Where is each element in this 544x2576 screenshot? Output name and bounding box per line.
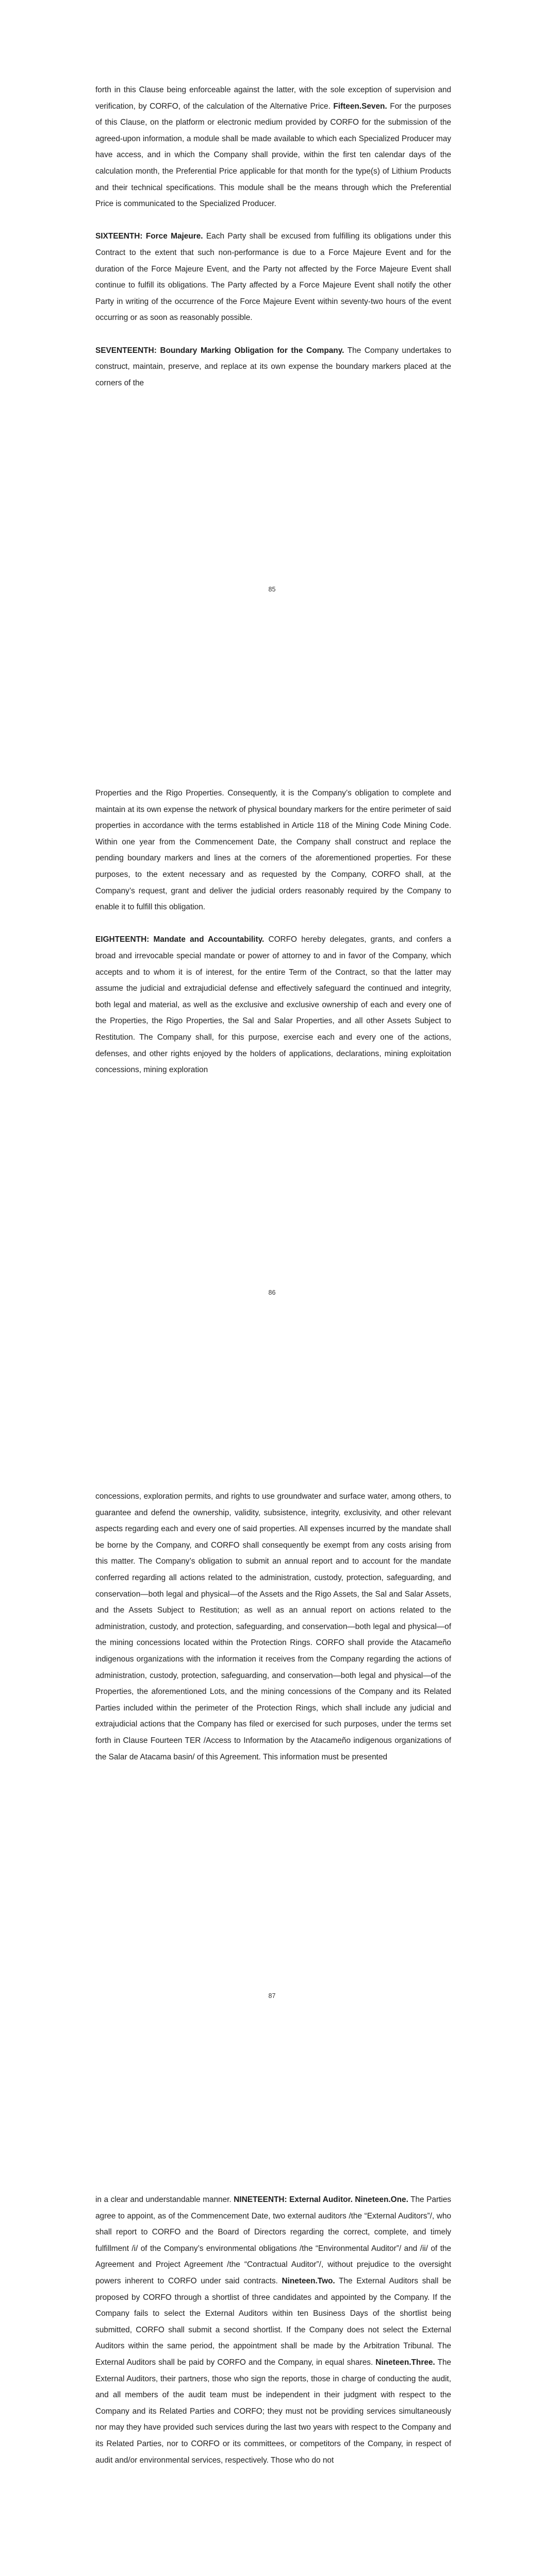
text-run: The Parties agree to appoint, as of the Commencement Date, two external auditors /the “External Auditors”/, who shall report to CORFO and the Board of Directors regarding the correct, complete, and timely fulfillment /i/ of the Company’s environmental obligations /the “Environmental Auditor”/ and /ii/ of the Agreement and Project Agreement /the “Contractual Auditor”/, without prejudice to the oversight powers inherent to CORFO under said contracts. xyxy=(95,2195,451,2285)
text-run: concessions, exploration permits, and rights to use groundwater and surface water, among others, to guarantee and defend the ownership, validity, subsistence, integrity, exclusivity, and other relevant aspects regarding each and every one of said properties. All expenses incurred by the mandate shall be borne by the Company, and CORFO shall consequently be exempt from any costs arising from this matter. The Company’s obligation to submit an annual report and to account for the mandate conferred regarding all actions related to the administration, custody, protection, safeguarding, and conservation—both legal and physical—of the Assets and the Rigo Assets, the Sal and Salar Assets, and the Assets Subject to Restitution; as well as an annual report on actions related to the administration, custody, and protection, safeguarding, and conservation—both legal and physical—of the mining concessions located within the Protection Rings. CORFO shall provide the Atacameño indigenous organizations with the information it receives from the Company regarding the actions of administration, custody, protection, safeguarding, and conservation—both legal and physical—of the Properties, the aforementioned Lots, and the mining concessions of the Company and its Related Parties included within the perimeter of the Protection Rings, which shall include any judicial and extrajudicial actions that the Company has filed or exercised for such purposes, under the terms set forth in Clause Fourteen TER /Access to Information by the Atacameño indigenous organizations of the Salar de Atacama basin/ of this Agreement. This information must be presented xyxy=(95,1492,451,1761)
section-heading: SIXTEENTH: Force Majeure. xyxy=(95,232,203,241)
text-run: The External Auditors, their partners, those who sign the reports, those in charge of conducting the audit, and all members of the audit team must be independent in their judgment with respect to the Company and its Related Parties and CORFO; they must not be providing services simultaneously nor may they have provided such services during the last two years with respect to the Company and its Related Parties, nor to CORFO or its committees, or competitors of the Company, in respect of audit and/or environmental services, respectively. Those who do not xyxy=(95,2358,451,2465)
page-87 xyxy=(0,1406,544,2110)
text-run: Each Party shall be excused from fulfilling its obligations under this Contract to the extent that such non-performance is due to a Force Majeure Event and for the duration of the Force Majeure Event, and the Party not affected by the Force Majeure Event shall continue to fulfill its obligations. The Party affected by a Force Majeure Event shall notify the other Party in writing of the occurrence of the Force Majeure Event within seventy-two hours of the event occurring or as soon as reasonably possible. xyxy=(95,232,451,323)
paragraph xyxy=(95,2192,451,2468)
section-heading: Fifteen.Seven. xyxy=(333,101,387,111)
section-heading: Nineteen.Three. xyxy=(375,2358,435,2367)
page-body xyxy=(95,785,451,1078)
text-run: forth in this Clause being enforceable against the latter, with the sole exception of supervision and verification, by CORFO, of the calculation of the Alternative Price. xyxy=(95,86,451,111)
paragraph xyxy=(95,931,451,1078)
section-heading: SEVENTEENTH: Boundary Marking Obligation for the Company. xyxy=(95,346,344,355)
paragraph xyxy=(95,785,451,916)
text-run: Properties and the Rigo Properties. Consequently, it is the Company’s obligation to complete and maintain at its own expense the network of physical boundary markers for the entire perimeter of said properties in accordance with the terms established in Article 118 of the Mining Code Mining Code. Within one year from the Commencement Date, the Company shall construct and replace the pending boundary markers and lines at the corners of the aforementioned properties. For these purposes, to the extent necessary and as requested by the Company, CORFO shall, at the Company’s request, grant and deliver the judicial orders reasonably required by the Company to enable it to fulfill this obligation. xyxy=(95,789,451,912)
text-run: CORFO hereby delegates, grants, and confers a broad and irrevocable special mandate or power of attorney to and in favor of the Company, which accepts and to whom it is of interest, for the entire Term of the Contract, so that the latter may assume the judicial and extrajudicial defense and effectively safeguard the continued and integrity, both legal and material, as well as the exclusive and exclusive ownership of each and every one of the Properties, the Rigo Properties, the Sal and Salar Properties, and all other Assets Subject to Restitution. The Company shall, for this purpose, exercise each and every one of the actions, defenses, and other rights enjoyed by the holders of applications, declarations, mining exploitation concessions, mining exploration xyxy=(95,935,451,1075)
page-85 xyxy=(0,0,544,703)
page-number: 85 xyxy=(268,586,276,593)
page-body xyxy=(95,82,451,391)
paragraph xyxy=(95,1488,451,1765)
page-body xyxy=(95,1488,451,1765)
page-86 xyxy=(0,703,544,1406)
section-heading: EIGHTEENTH: Mandate and Accountability. xyxy=(95,935,265,944)
paragraph xyxy=(95,82,451,212)
paragraph xyxy=(95,343,451,392)
paragraph xyxy=(95,228,451,326)
text-run: in a clear and understandable manner. xyxy=(95,2195,234,2204)
page-88 xyxy=(0,2110,544,2576)
page-number: 86 xyxy=(268,1289,276,1296)
page-number: 87 xyxy=(268,1992,276,1999)
text-run: The External Auditors shall be proposed by CORFO through a shortlist of three candidates and appointed by the Company. If the Company fails to select the External Auditors within ten Business Days of the shortlist being submitted, CORFO shall submit a second shortlist. If the Company does not select the External Auditors within the same period, the appointment shall be made by the Arbitration Tribunal. The External Auditors shall be paid by CORFO and the Company, in equal shares. xyxy=(95,2276,452,2367)
section-heading: NINETEENTH: External Auditor. Nineteen.One. xyxy=(234,2195,408,2204)
text-run: For the purposes of this Clause, on the platform or electronic medium provided by CORFO for the submission of the agreed-upon information, a module shall be made available to which each Specialized Producer may have access, and in which the Company shall provide, within the first ten calendar days of the calculation month, the Preferential Price applicable for that month for the type(s) of Lithium Products and their technical specifications. This module shall be the means through which the Preferential Price is communicated to the Specialized Producer. xyxy=(95,101,452,209)
text-run: The Company undertakes to construct, maintain, preserve, and replace at its own expense the boundary markers placed at the corners of the xyxy=(95,346,451,387)
page-body xyxy=(95,2192,451,2468)
section-heading: Nineteen.Two. xyxy=(282,2276,335,2285)
